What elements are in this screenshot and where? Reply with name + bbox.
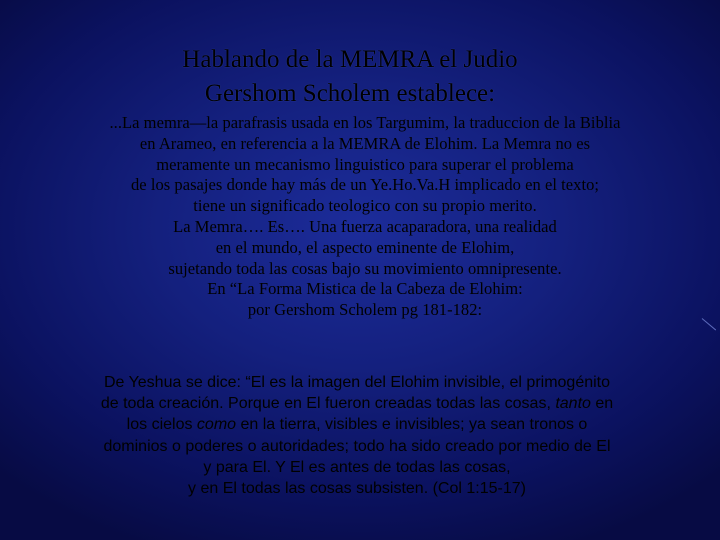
quote-line-6: La Memra…. Es…. Una fuerza acaparadora, una realidad xyxy=(173,216,557,236)
quote-line-2: en Arameo, en referencia a la MEMRA de Elohim. La Memra no es xyxy=(139,133,591,153)
verse-line-3-text: en la tierra, visibles e invisibles; ya sean tronos o xyxy=(236,416,588,434)
verse-line-1: De Yeshua se dice: “El es la imagen del Elohim invisible, el primogénito xyxy=(103,374,611,391)
verse-line-4: dominios o poderes o autoridades; todo ha sido creado por medio de El xyxy=(103,437,611,455)
verse-line-5: y para El. Y El es antes de todas las cosas, xyxy=(203,458,511,476)
quote-line-10: por Gershom Scholem pg 181-182: xyxy=(247,300,483,320)
slide-title xyxy=(0,43,700,111)
verse-emphasis-tanto: tanto xyxy=(555,395,591,413)
verse-emphasis-como: como xyxy=(196,416,237,434)
verse-line-3 xyxy=(0,414,714,435)
quote-line-8: sujetando toda las cosas bajo su movimiento omnipresente. xyxy=(168,258,562,278)
verse-line-2-text: de toda creación. Porque en El fueron creadas todas las cosas, xyxy=(100,395,556,413)
title-line-2: Gershom Scholem establece: xyxy=(204,80,496,107)
quote-line-9: En “La Forma Mistica de la Cabeza de Elohim: xyxy=(207,279,523,299)
quote-line-1: ...La memra—la parafrasis usada en los Targumim, la traduccion de la Biblia xyxy=(109,113,621,132)
verse-line-3-start: los cielos xyxy=(126,416,197,434)
quote-line-4: de los pasajes donde hay más de un Ye.Ho.Va.H implicado en el texto; xyxy=(130,175,600,195)
quote-line-7: en el mundo, el aspecto eminente de Elohim, xyxy=(215,237,515,257)
quote-line-5: tiene un significado teologico con su propio merito. xyxy=(193,196,537,216)
quote-line-3: meramente un mecanismo linguistico para superar el problema xyxy=(156,154,574,174)
colossians-verse xyxy=(0,372,714,499)
scholem-quote xyxy=(0,113,720,321)
verse-line-2 xyxy=(0,393,714,414)
verse-line-6: y en El todas las cosas subsisten. (Col 1:15-17) xyxy=(188,480,526,498)
title-line-1: Hablando de la MEMRA el Judio xyxy=(182,46,518,73)
verse-line-2-end: en xyxy=(590,395,614,413)
